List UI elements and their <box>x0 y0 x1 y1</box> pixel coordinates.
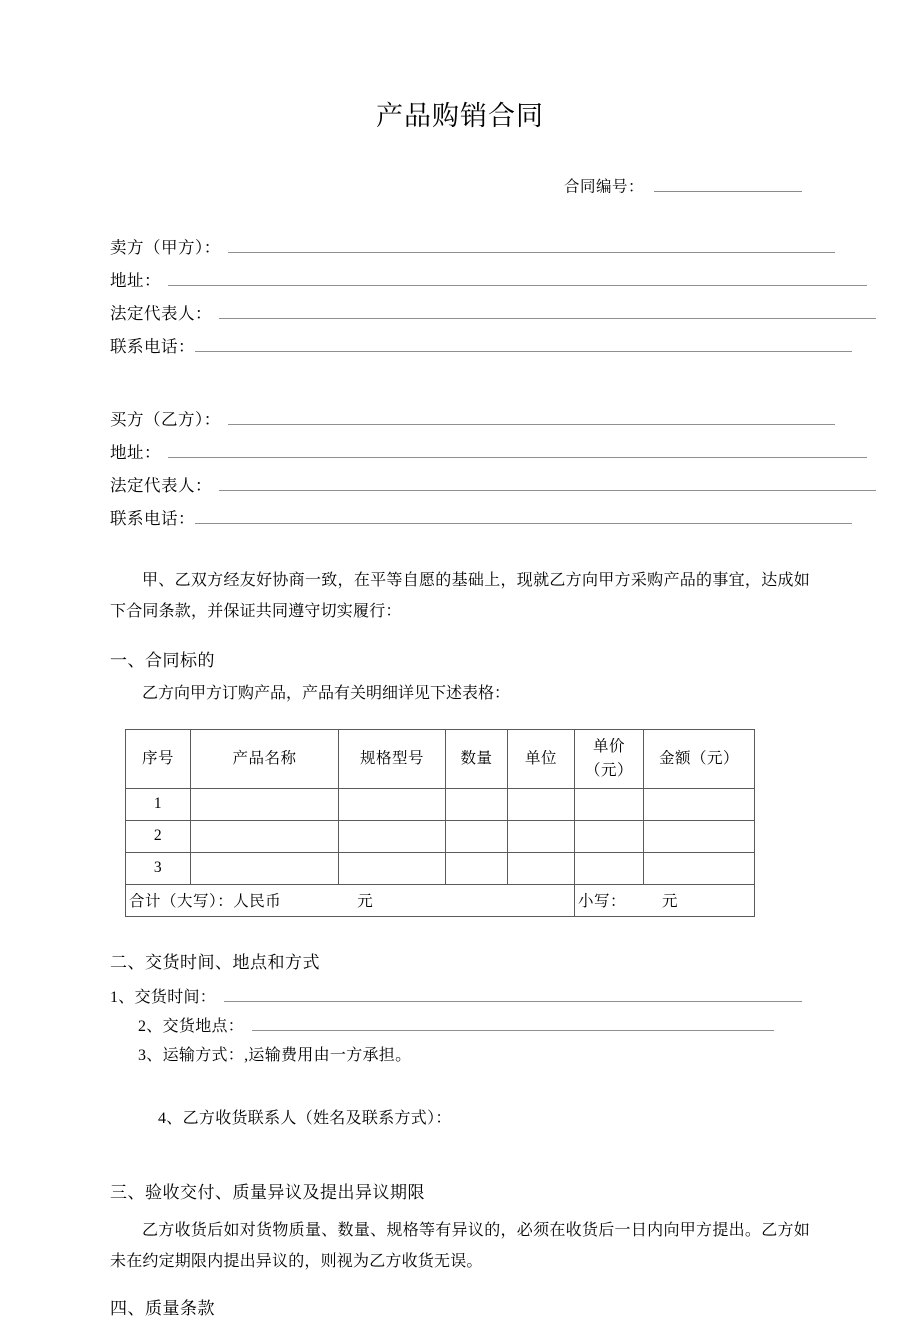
header-cell-unit: 单位 <box>508 729 575 788</box>
section-three-paragraph: 乙方收货后如对货物质量、数量、规格等有异议的，必须在收货后一日内向甲方提出。乙方如未在约定期限内提出异议的，则视为乙方收货无误。 <box>110 1221 810 1270</box>
seller-phone-label: 联系电话： <box>110 336 195 356</box>
buyer-address-input[interactable] <box>168 439 867 457</box>
cell-qty[interactable] <box>446 820 508 852</box>
section-one-paragraph: 乙方向甲方订购产品，产品有关明细详见下述表格： <box>142 684 511 702</box>
buyer-phone-input[interactable] <box>195 505 852 523</box>
section-one-heading: 一、合同标的 <box>110 650 215 670</box>
header-cell-spec: 规格型号 <box>339 729 446 788</box>
cell-amount[interactable] <box>644 788 755 820</box>
buyer-contact-row: 4、乙方收货联系人（姓名及联系方式）： <box>158 1109 452 1127</box>
cell-name[interactable] <box>191 820 339 852</box>
seller-name-row <box>110 231 810 264</box>
delivery-place-input[interactable] <box>252 1013 774 1031</box>
seller-phone-input[interactable] <box>195 333 852 351</box>
delivery-time-label: 1、交货时间： <box>110 988 217 1006</box>
header-cell-qty: 数量 <box>446 729 508 788</box>
seller-name-label: 卖方（甲方）： <box>110 237 221 257</box>
seller-legal-rep-label: 法定代表人： <box>110 303 212 323</box>
seller-name-input[interactable] <box>228 234 835 252</box>
seller-address-label: 地址： <box>110 270 161 290</box>
product-table <box>125 729 755 917</box>
buyer-name-label: 买方（乙方）： <box>110 409 221 429</box>
total-lowercase-label: 小写： <box>578 893 627 911</box>
section-two-list <box>110 983 810 1133</box>
seller-phone-row <box>110 330 810 363</box>
cell-unit[interactable] <box>508 820 575 852</box>
header-cell-no: 序号 <box>126 729 191 788</box>
document-body <box>110 0 810 1325</box>
table-row <box>126 788 755 820</box>
table-row <box>126 820 755 852</box>
buyer-block <box>110 403 810 535</box>
seller-block <box>110 231 810 363</box>
cell-amount[interactable] <box>644 852 755 884</box>
cell-price[interactable] <box>575 820 644 852</box>
section-three-heading: 三、验收交付、质量异议及提出异议期限 <box>110 1182 425 1202</box>
seller-legal-rep-input[interactable] <box>219 300 876 318</box>
cell-amount[interactable] <box>644 820 755 852</box>
cell-no: 1 <box>126 788 191 820</box>
transport-method-row: 3、运输方式：,运输费用由一方承担。 <box>138 1046 412 1064</box>
cell-qty[interactable] <box>446 788 508 820</box>
total-lowercase-cell[interactable] <box>575 884 755 916</box>
section-four-heading: 四、质量条款 <box>110 1298 215 1318</box>
delivery-time-input[interactable] <box>224 984 802 1002</box>
seller-address-input[interactable] <box>168 267 867 285</box>
delivery-time-row <box>110 983 810 1012</box>
buyer-legal-rep-input[interactable] <box>219 472 876 490</box>
section-two-heading: 二、交货时间、地点和方式 <box>110 952 320 972</box>
buyer-address-row <box>110 436 810 469</box>
cell-spec[interactable] <box>339 852 446 884</box>
table-row <box>126 852 755 884</box>
header-cell-price-line2: （元） <box>584 761 633 779</box>
product-table-header-row <box>126 729 755 788</box>
cell-price[interactable] <box>575 788 644 820</box>
buyer-legal-rep-row <box>110 469 810 502</box>
contract-number-label: 合同编号： <box>563 178 644 196</box>
buyer-phone-label: 联系电话： <box>110 508 195 528</box>
cell-spec[interactable] <box>339 788 446 820</box>
buyer-name-row <box>110 403 810 436</box>
buyer-legal-rep-label: 法定代表人： <box>110 475 212 495</box>
total-capital-unit: 元 <box>357 893 374 911</box>
buyer-name-input[interactable] <box>228 406 835 424</box>
page-title: 产品购销合同 <box>376 101 544 131</box>
product-table-total-row <box>126 884 755 916</box>
seller-address-row <box>110 264 810 297</box>
header-cell-name: 产品名称 <box>191 729 339 788</box>
product-table-wrapper <box>125 729 810 917</box>
cell-no: 3 <box>126 852 191 884</box>
buyer-address-label: 地址： <box>110 442 161 462</box>
cell-price[interactable] <box>575 852 644 884</box>
header-cell-price <box>575 729 644 788</box>
contract-number-row <box>110 174 810 196</box>
cell-unit[interactable] <box>508 852 575 884</box>
cell-no: 2 <box>126 820 191 852</box>
intro-paragraph: 甲、乙双方经友好协商一致，在平等自愿的基础上，现就乙方向甲方采购产品的事宜，达成如下合同条款，并保证共同遵守切实履行： <box>110 571 810 620</box>
cell-qty[interactable] <box>446 852 508 884</box>
contract-number-input[interactable] <box>654 174 802 191</box>
cell-name[interactable] <box>191 788 339 820</box>
total-lowercase-unit: 元 <box>662 893 679 911</box>
buyer-phone-row <box>110 502 810 535</box>
total-capital-cell[interactable] <box>126 884 575 916</box>
header-cell-amount: 金额（元） <box>644 729 755 788</box>
header-cell-price-line1: 单价 <box>592 737 625 755</box>
delivery-place-row <box>138 1012 810 1041</box>
cell-spec[interactable] <box>339 820 446 852</box>
delivery-place-label: 2、交货地点： <box>138 1017 245 1035</box>
seller-legal-rep-row <box>110 297 810 330</box>
total-capital-label: 合计（大写）：人民币 <box>129 893 282 911</box>
cell-unit[interactable] <box>508 788 575 820</box>
cell-name[interactable] <box>191 852 339 884</box>
